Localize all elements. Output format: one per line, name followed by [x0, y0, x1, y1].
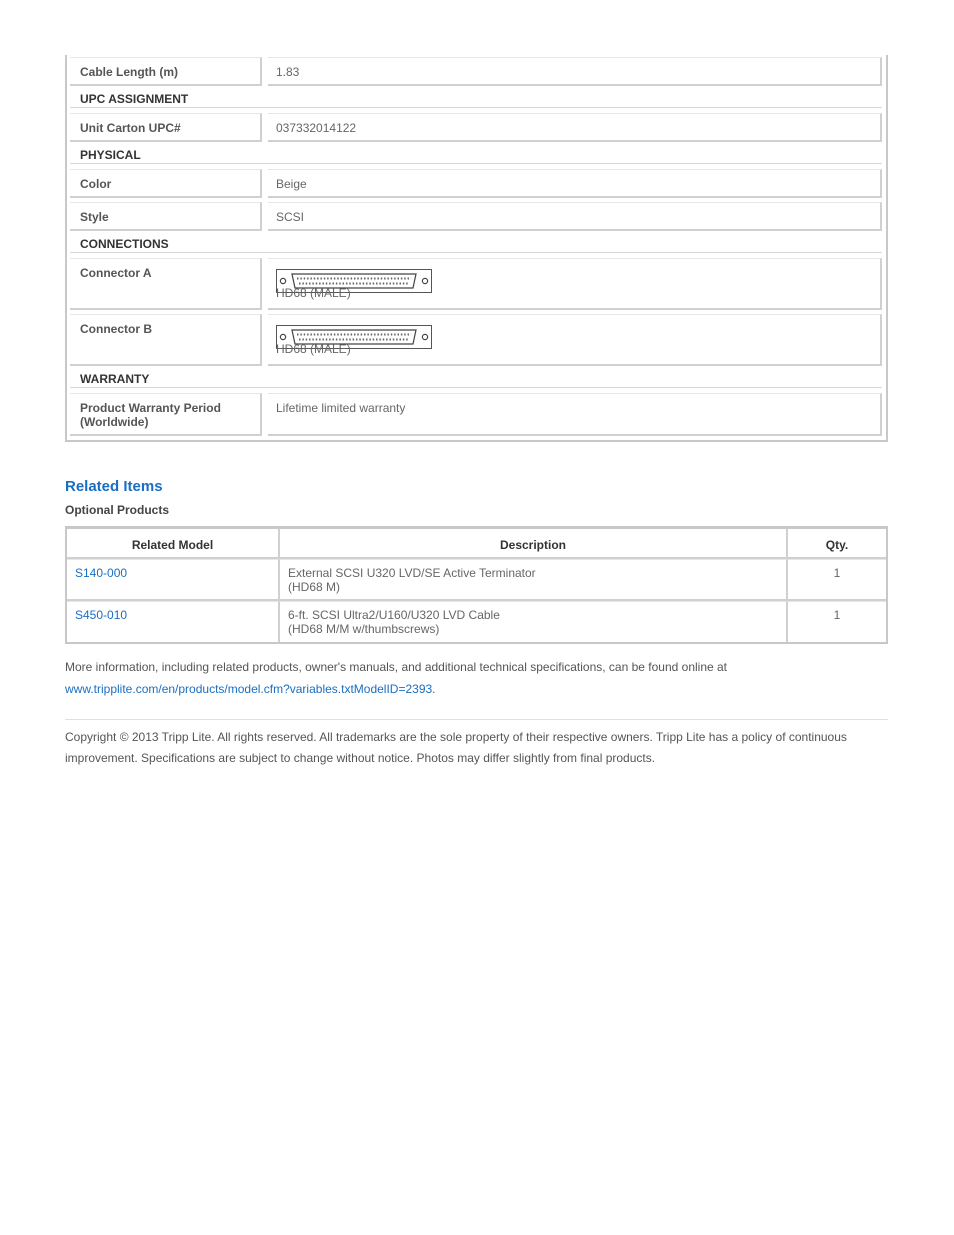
- spec-value: 1.83: [268, 57, 882, 86]
- spec-row-color: [70, 169, 882, 198]
- description-line: 6-ft. SCSI Ultra2/U160/U320 LVD Cable: [288, 608, 500, 622]
- spec-value: [268, 258, 882, 310]
- description-line: External SCSI U320 LVD/SE Active Terminator: [288, 566, 536, 580]
- more-information-paragraph: [65, 656, 895, 700]
- related-model-link[interactable]: S450-010: [75, 608, 128, 622]
- spec-row-unit-carton-upc: [70, 113, 882, 142]
- spec-value: Lifetime limited warranty: [268, 393, 882, 436]
- spec-row-connector-b: [70, 314, 882, 366]
- spec-value: Beige: [268, 169, 882, 198]
- copyright-notice: Copyright © 2013 Tripp Lite. All rights reserved. All trademarks are the sole property of their respective owners. Tripp Lite has a policy of continuous improvement. Specifications are subject to change without notice. Photos may differ slightly from final products.: [65, 730, 847, 765]
- related-items-heading: Related Items: [65, 478, 163, 495]
- related-items-table: [65, 526, 888, 644]
- section-physical: PHYSICAL: [70, 142, 882, 164]
- product-page-link[interactable]: www.tripplite.com/en/products/model.cfm?variables.txtModelID=2393: [65, 682, 433, 696]
- related-model-link[interactable]: S140-000: [75, 566, 128, 580]
- link-period: .: [432, 682, 436, 696]
- spec-label: Connector A: [70, 258, 262, 310]
- footer-divider: [65, 719, 888, 720]
- table-row-description-cell: [280, 559, 788, 601]
- spec-row-warranty-period: [70, 393, 882, 436]
- table-row-description-cell: [280, 601, 788, 642]
- spec-row-cable-length: [70, 57, 882, 86]
- description-line: (HD68 M): [288, 580, 341, 594]
- spec-value: SCSI: [268, 202, 882, 231]
- table-row-model-cell: [67, 559, 280, 601]
- spec-row-style: [70, 202, 882, 231]
- spec-label: Color: [70, 169, 262, 198]
- column-header-related-model: Related Model: [67, 529, 280, 559]
- table-row-qty-cell: 1: [788, 559, 886, 601]
- connector-b-type: HD68 (MALE): [276, 342, 351, 356]
- column-header-description: Description: [280, 529, 788, 559]
- table-row-model-cell: [67, 601, 280, 642]
- spec-value: 037332014122: [268, 113, 882, 142]
- optional-products-subheading: Optional Products: [65, 503, 170, 517]
- more-information-text: More information, including related products, owner's manuals, and additional technical specifications, can be found online at: [65, 660, 728, 674]
- spec-row-connector-a: [70, 258, 882, 310]
- section-warranty: WARRANTY: [70, 366, 882, 388]
- spec-label: Style: [70, 202, 262, 231]
- table-row-qty-cell: 1: [788, 601, 886, 642]
- spec-label: Connector B: [70, 314, 262, 366]
- description-line: (HD68 M/M w/thumbscrews): [288, 622, 440, 636]
- connector-a-type: HD68 (MALE): [276, 286, 351, 300]
- column-header-qty: Qty.: [788, 529, 886, 559]
- spec-label: Unit Carton UPC#: [70, 113, 262, 142]
- spec-value: [268, 314, 882, 366]
- section-upc-assignment: UPC ASSIGNMENT: [70, 86, 882, 108]
- spec-label: Cable Length (m): [70, 57, 262, 86]
- spec-label: Product Warranty Period (Worldwide): [70, 393, 262, 436]
- specifications-table: [65, 55, 888, 442]
- section-connections: CONNECTIONS: [70, 231, 882, 253]
